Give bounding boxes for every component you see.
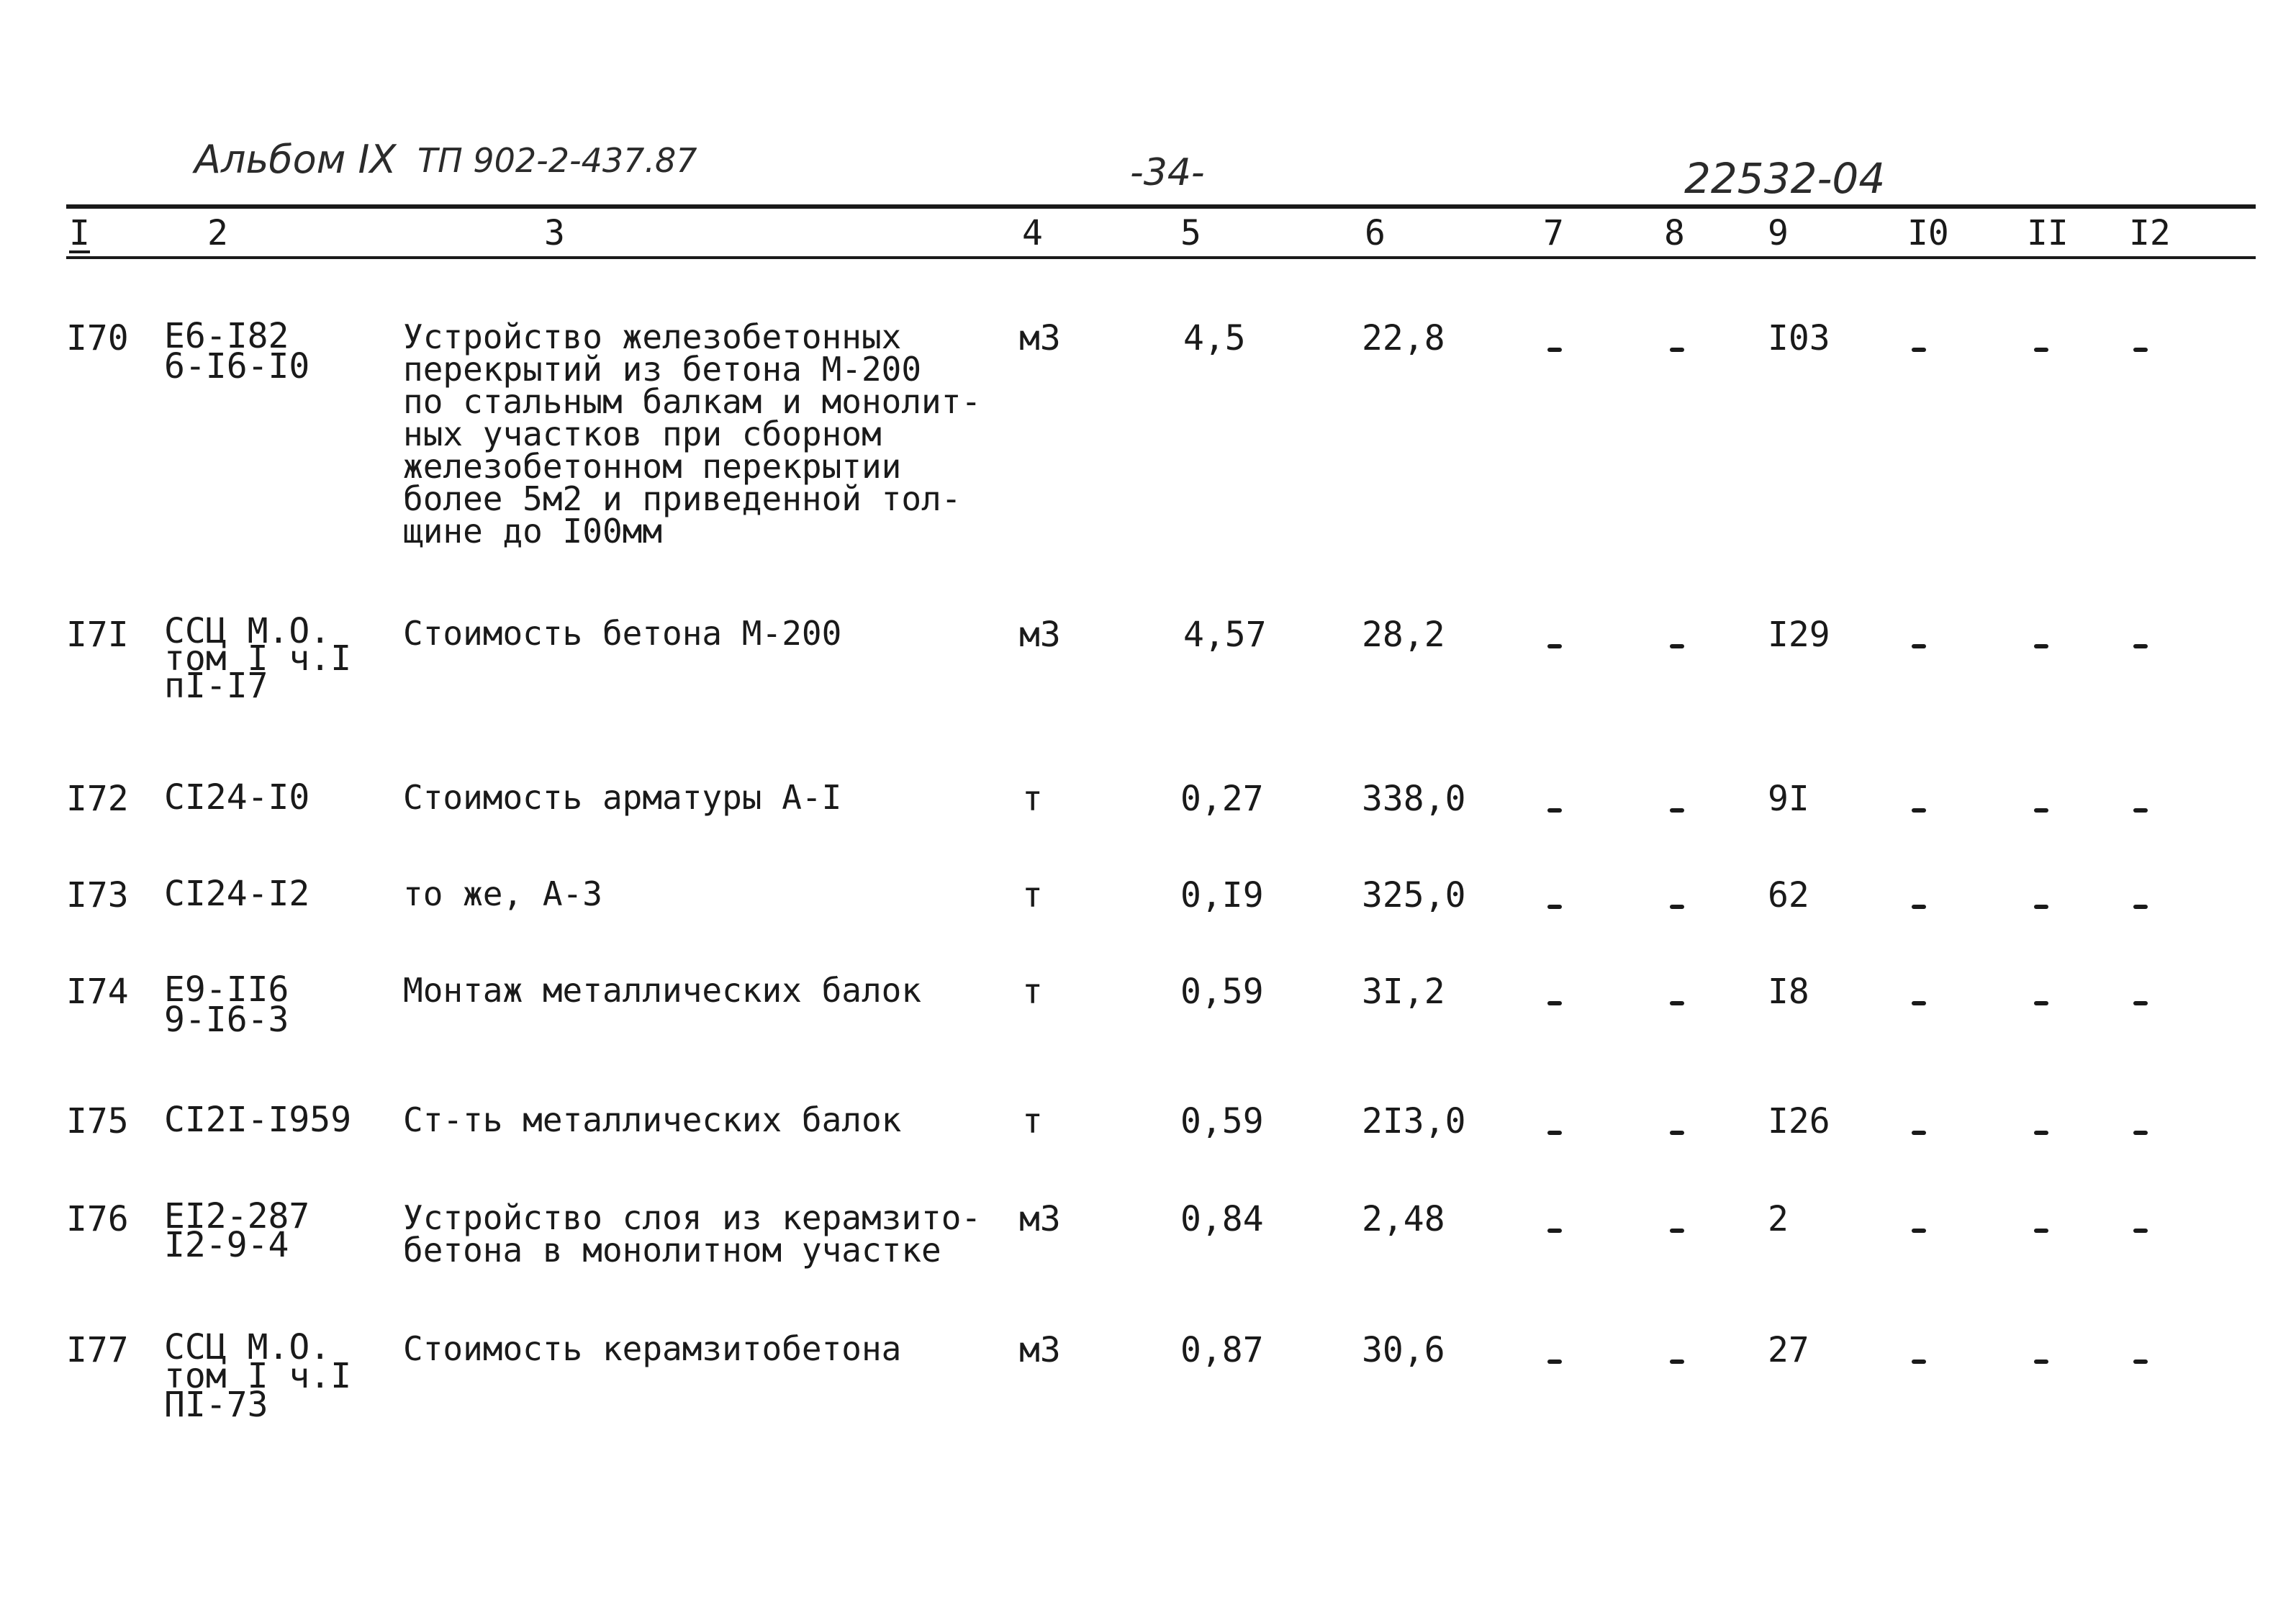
row-total: 9I (1768, 779, 1809, 819)
row-col10-dash (1912, 1222, 1926, 1236)
column-header: 2 (207, 213, 228, 253)
column-header: I0 (1907, 213, 1949, 253)
row-col12-dash (2133, 995, 2148, 1008)
header-top-rule (66, 204, 2256, 209)
row-total: I29 (1768, 615, 1830, 655)
row-price: 338,0 (1362, 779, 1466, 819)
row-col10-dash (1912, 995, 1926, 1008)
column-header: I2 (2129, 213, 2171, 253)
row-col11-dash (2034, 1222, 2048, 1236)
row-number: I7I (66, 615, 129, 655)
row-col7-dash (1547, 1222, 1562, 1236)
row-description: Ст-ть металлических балок (403, 1100, 902, 1139)
column-header: 9 (1768, 213, 1789, 253)
row-code: ССЦ М.О. том I ч.I пI-I7 (164, 611, 352, 706)
row-col7-dash (1547, 341, 1562, 355)
column-header: 3 (544, 213, 565, 253)
row-col8-dash (1670, 1124, 1684, 1138)
row-code: СI24-I2 (164, 874, 310, 914)
row-col8-dash (1670, 995, 1684, 1008)
row-col12-dash (2133, 898, 2148, 912)
row-quantity: 0,59 (1180, 1101, 1264, 1141)
row-col8-dash (1670, 898, 1684, 912)
row-col7-dash (1547, 898, 1562, 912)
row-total: 62 (1768, 875, 1809, 915)
row-code: Е9-II6 9-I6-3 (164, 969, 289, 1040)
column-header: 6 (1365, 213, 1386, 253)
row-col12-dash (2133, 802, 2148, 815)
row-price: 325,0 (1362, 875, 1466, 915)
row-number: I74 (66, 972, 129, 1012)
row-description: Стоимость арматуры А-I (403, 778, 842, 817)
row-unit: м3 (1019, 615, 1061, 655)
row-price: 2I3,0 (1362, 1101, 1466, 1141)
row-price: 22,8 (1362, 318, 1445, 358)
row-description: Стоимость бетона М-200 (403, 614, 842, 653)
row-description: Монтаж металлических балок (403, 971, 922, 1010)
row-col11-dash (2034, 1353, 2048, 1367)
row-unit: м3 (1019, 318, 1061, 358)
row-code: Е6-I82 6-I6-I0 (164, 316, 310, 386)
row-col10-dash (1912, 1353, 1926, 1367)
column-header: II (2027, 213, 2069, 253)
row-unit: т (1022, 972, 1043, 1012)
row-code: СI2I-I959 (164, 1100, 352, 1140)
row-quantity: 0,27 (1180, 779, 1264, 819)
column-header: I (69, 213, 90, 253)
row-unit: т (1022, 875, 1043, 915)
page-number: -34- (1130, 151, 1205, 194)
album-label: Альбом IX (194, 137, 397, 182)
row-number: I70 (66, 318, 129, 358)
document-code: 22532-04 (1684, 154, 1886, 203)
row-col11-dash (2034, 995, 2048, 1008)
row-description: то же, А-3 (403, 874, 602, 913)
row-col7-dash (1547, 1353, 1562, 1367)
row-col12-dash (2133, 638, 2148, 651)
row-col12-dash (2133, 1124, 2148, 1138)
row-unit: м3 (1019, 1330, 1061, 1370)
row-quantity: 0,84 (1180, 1199, 1264, 1239)
row-total: 2 (1768, 1199, 1789, 1239)
row-col7-dash (1547, 995, 1562, 1008)
row-col11-dash (2034, 802, 2048, 815)
row-quantity: 4,57 (1183, 615, 1267, 655)
row-code: ССЦ М.О. том I ч.I ПI-73 (164, 1327, 352, 1425)
row-col11-dash (2034, 341, 2048, 355)
row-description: Устройство слоя из керамзито- бетона в монолитном участке (403, 1198, 982, 1270)
row-col11-dash (2034, 638, 2048, 651)
row-col7-dash (1547, 802, 1562, 815)
row-total: I03 (1768, 318, 1830, 358)
row-unit: т (1022, 1101, 1043, 1141)
row-col7-dash (1547, 638, 1562, 651)
column-header: 8 (1664, 213, 1685, 253)
row-col8-dash (1670, 341, 1684, 355)
row-col7-dash (1547, 1124, 1562, 1138)
row-col8-dash (1670, 1353, 1684, 1367)
header-bottom-rule (66, 256, 2256, 259)
row-code: СI24-I0 (164, 777, 310, 818)
row-number: I72 (66, 779, 129, 819)
column-header: 5 (1180, 213, 1201, 253)
column-header: 4 (1022, 213, 1043, 253)
row-col11-dash (2034, 898, 2048, 912)
row-total: I8 (1768, 972, 1809, 1012)
row-description: Устройство железобетонных перекрытий из бетона М-200 по стальным балкам и монолит- ных участков при сборном железобетонном перекрытии более 5м2 и приведенной тол- щине до I00мм (403, 317, 982, 551)
row-quantity: 4,5 (1183, 318, 1246, 358)
row-col8-dash (1670, 638, 1684, 651)
row-unit: м3 (1019, 1199, 1061, 1239)
row-number: I73 (66, 875, 129, 915)
row-col12-dash (2133, 1222, 2148, 1236)
row-price: 2,48 (1362, 1199, 1445, 1239)
row-col10-dash (1912, 802, 1926, 815)
row-quantity: 0,87 (1180, 1330, 1264, 1370)
row-col12-dash (2133, 341, 2148, 355)
row-col10-dash (1912, 898, 1926, 912)
row-number: I76 (66, 1199, 129, 1239)
column-header: 7 (1543, 213, 1564, 253)
row-quantity: 0,I9 (1180, 875, 1264, 915)
row-col8-dash (1670, 1222, 1684, 1236)
row-number: I77 (66, 1330, 129, 1370)
row-col12-dash (2133, 1353, 2148, 1367)
row-quantity: 0,59 (1180, 972, 1264, 1012)
row-price: 3I,2 (1362, 972, 1445, 1012)
row-code: ЕI2-287 I2-9-4 (164, 1196, 310, 1265)
row-price: 30,6 (1362, 1330, 1445, 1370)
row-description: Стоимость керамзитобетона (403, 1329, 902, 1368)
row-col8-dash (1670, 802, 1684, 815)
project-code: ТП 902-2-437.87 (417, 141, 697, 180)
row-col11-dash (2034, 1124, 2048, 1138)
row-col10-dash (1912, 638, 1926, 651)
row-number: I75 (66, 1101, 129, 1141)
row-total: 27 (1768, 1330, 1809, 1370)
row-total: I26 (1768, 1101, 1830, 1141)
row-price: 28,2 (1362, 615, 1445, 655)
row-col10-dash (1912, 341, 1926, 355)
row-col10-dash (1912, 1124, 1926, 1138)
row-unit: т (1022, 779, 1043, 819)
